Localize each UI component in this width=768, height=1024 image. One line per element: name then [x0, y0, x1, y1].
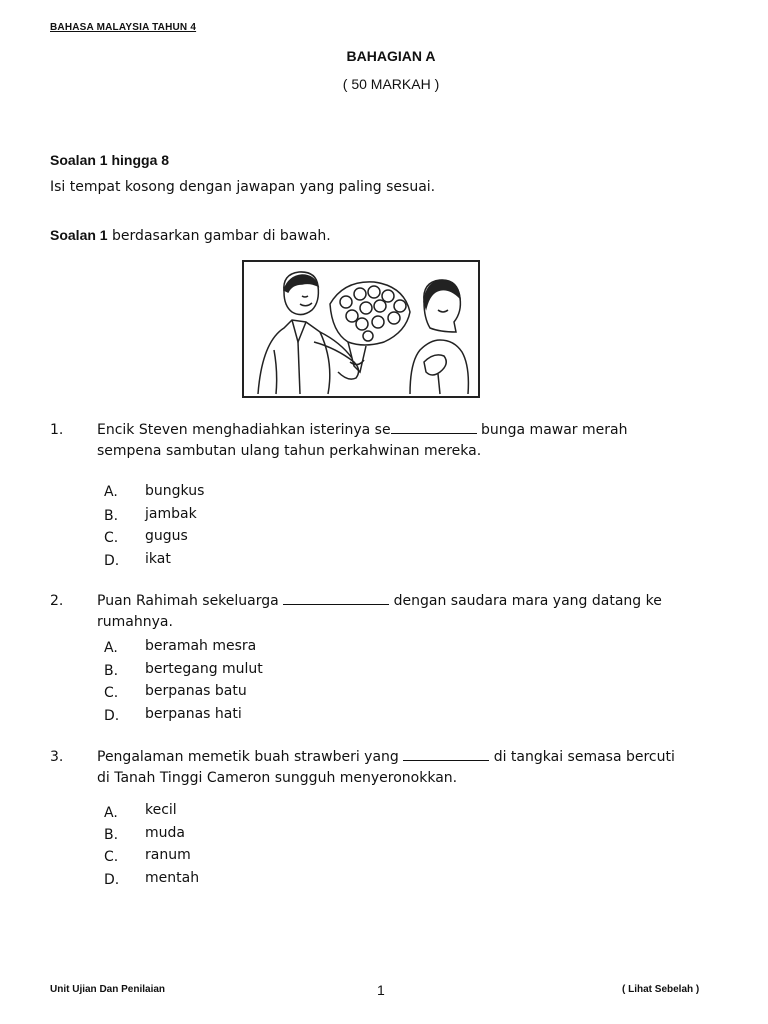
footer-turn-over: ( Lihat Sebelah ): [622, 984, 700, 995]
question-1-blank: [391, 421, 477, 434]
question-1-option-d-letter: D.: [104, 553, 120, 569]
question1-reference: [50, 227, 331, 244]
question-3-option-b-letter: B.: [104, 827, 119, 843]
question-3-text-part1: Pengalaman memetik buah strawberi yang: [97, 749, 404, 765]
question-1-option-d[interactable]: ikat: [145, 551, 171, 567]
question-3-option-b[interactable]: muda: [145, 825, 185, 841]
question-1-text-part2: bunga mawar merah: [476, 422, 628, 438]
question-1-option-c[interactable]: gugus: [145, 528, 188, 544]
footer-page-number: 1: [377, 982, 385, 998]
question-1-option-b[interactable]: jambak: [145, 506, 197, 522]
question-2-option-d-letter: D.: [104, 708, 120, 724]
question-2-option-d[interactable]: berpanas hati: [145, 706, 242, 722]
question-1-option-a-letter: A.: [104, 484, 118, 500]
question1-reference-rest: berdasarkan gambar di bawah.: [107, 228, 331, 244]
question-2-option-c-letter: C.: [104, 685, 119, 701]
question-3-option-a[interactable]: kecil: [145, 802, 177, 818]
question-1-text-line2: sempena sambutan ulang tahun perkahwinan mereka.: [97, 443, 482, 459]
question-1-option-c-letter: C.: [104, 530, 119, 546]
question-3-text-part2: di tangkai semasa bercuti: [489, 749, 675, 765]
question-2-option-a[interactable]: beramah mesra: [145, 638, 257, 654]
question-1-option-a[interactable]: bungkus: [145, 483, 205, 499]
question-2-option-b[interactable]: bertegang mulut: [145, 661, 263, 677]
question-1-text-part1: Encik Steven menghadiahkan isterinya se: [97, 422, 391, 438]
question-2-option-b-letter: B.: [104, 663, 119, 679]
question-2-text-part1: Puan Rahimah sekeluarga: [97, 593, 284, 609]
question-2-text-part2: dengan saudara mara yang datang ke: [389, 593, 662, 609]
question-3-option-c-letter: C.: [104, 849, 119, 865]
question-3-option-c[interactable]: ranum: [145, 847, 191, 863]
question-3-number: 3.: [50, 749, 64, 765]
question-3-option-d[interactable]: mentah: [145, 870, 200, 886]
question-3-text-line2: di Tanah Tinggi Cameron sungguh menyeronokkan.: [97, 770, 458, 786]
question-2-option-c[interactable]: berpanas batu: [145, 683, 247, 699]
question-2-option-a-letter: A.: [104, 640, 118, 656]
section-marks: ( 50 MARKAH ): [342, 76, 440, 92]
question-2-text: [97, 591, 737, 633]
section-title: BAHAGIAN A: [346, 48, 436, 64]
question1-picture: [242, 260, 480, 398]
footer-unit-name: Unit Ujian Dan Penilaian: [50, 984, 166, 995]
question-2-text-line2: rumahnya.: [97, 614, 173, 630]
question-2-number: 2.: [50, 593, 64, 609]
header-title: BAHASA MALAYSIA TAHUN 4: [50, 22, 197, 33]
question-1-text: [97, 420, 737, 462]
question-2-blank: [283, 592, 389, 605]
couple-flowers-illustration-icon: [244, 262, 478, 396]
question-3-blank: [403, 748, 489, 761]
question-3-text: [97, 747, 737, 789]
question-3-option-d-letter: D.: [104, 872, 120, 888]
instructions-heading: Soalan 1 hingga 8: [50, 152, 170, 168]
question-1-option-b-letter: B.: [104, 508, 119, 524]
question-1-number: 1.: [50, 422, 64, 438]
question1-reference-bold: Soalan 1: [50, 227, 108, 243]
question-3-option-a-letter: A.: [104, 805, 118, 821]
instructions-text: Isi tempat kosong dengan jawapan yang paling sesuai.: [50, 179, 436, 195]
